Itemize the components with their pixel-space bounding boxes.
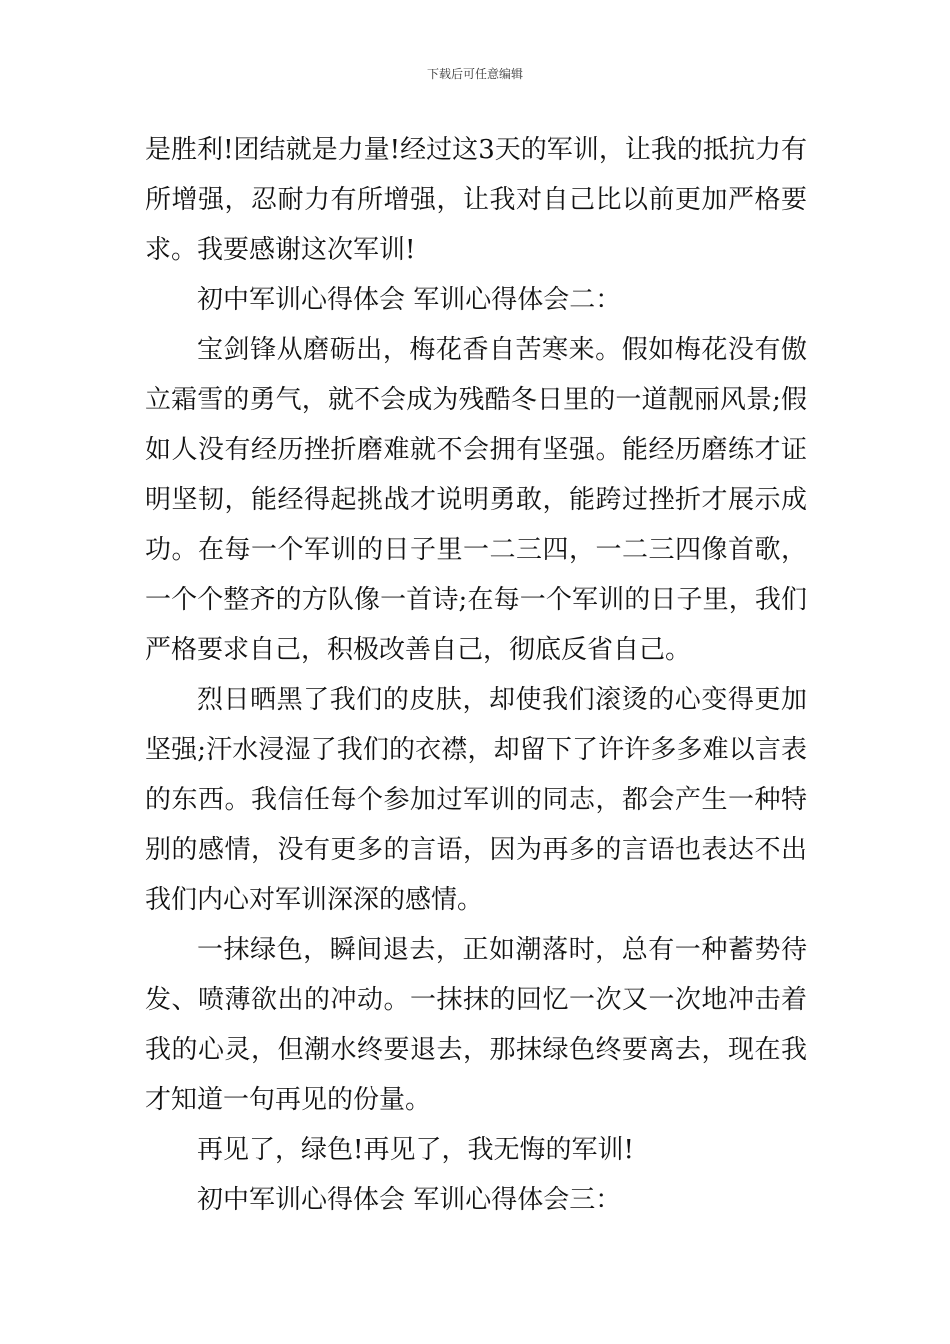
paragraph-5: 再见了，绿色!再见了，我无悔的军训! — [197, 1135, 634, 1165]
paragraph-4: 一抹绿色，瞬间退去，正如潮落时，总有一种蓄势待发、喷薄欲出的冲动。一抹抹的回忆一次又一次地冲击着我的心灵，但潮水终要退去，那抹绿色终要离去，现在我才知道一句再见的份量。 — [145, 935, 807, 1115]
paragraph-2: 宝剑锋从磨砺出，梅花香自苦寒来。假如梅花没有傲立霜雪的勇气，就不会成为残酷冬日里的一道靓丽风景;假如人没有经历挫折磨难就不会拥有坚强。能经历磨练才证明坚韧，能经得起挑战才说明勇敢，能跨过挫折才展示成功。在每一个军训的日子里一二三四，一二三四像首歌，一个个整齐的方队像一首诗;在每一个军训的日子里，我们严格要求自己，积极改善自己，彻底反省自己。 — [145, 335, 807, 665]
section-heading-3: 初中军训心得体会 军训心得体会三： — [197, 1185, 622, 1215]
paragraph-1: 是胜利!团结就是力量!经过这3天的军训，让我的抵抗力有所增强，忍耐力有所增强，让我对自己比以前更加严格要求。我要感谢这次军训! — [145, 135, 807, 265]
paragraph-3: 烈日晒黑了我们的皮肤，却使我们滚烫的心变得更加坚强;汗水浸湿了我们的衣襟，却留下了许许多多难以言表的东西。我信任每个参加过军训的同志，都会产生一种特别的感情，没有更多的言语，因为再多的言语也表达不出我们内心对军训深深的感情。 — [145, 685, 807, 915]
header-note: 下载后可任意编辑 — [426, 67, 523, 81]
section-heading-2: 初中军训心得体会 军训心得体会二： — [197, 285, 622, 315]
document-body — [145, 125, 807, 1225]
